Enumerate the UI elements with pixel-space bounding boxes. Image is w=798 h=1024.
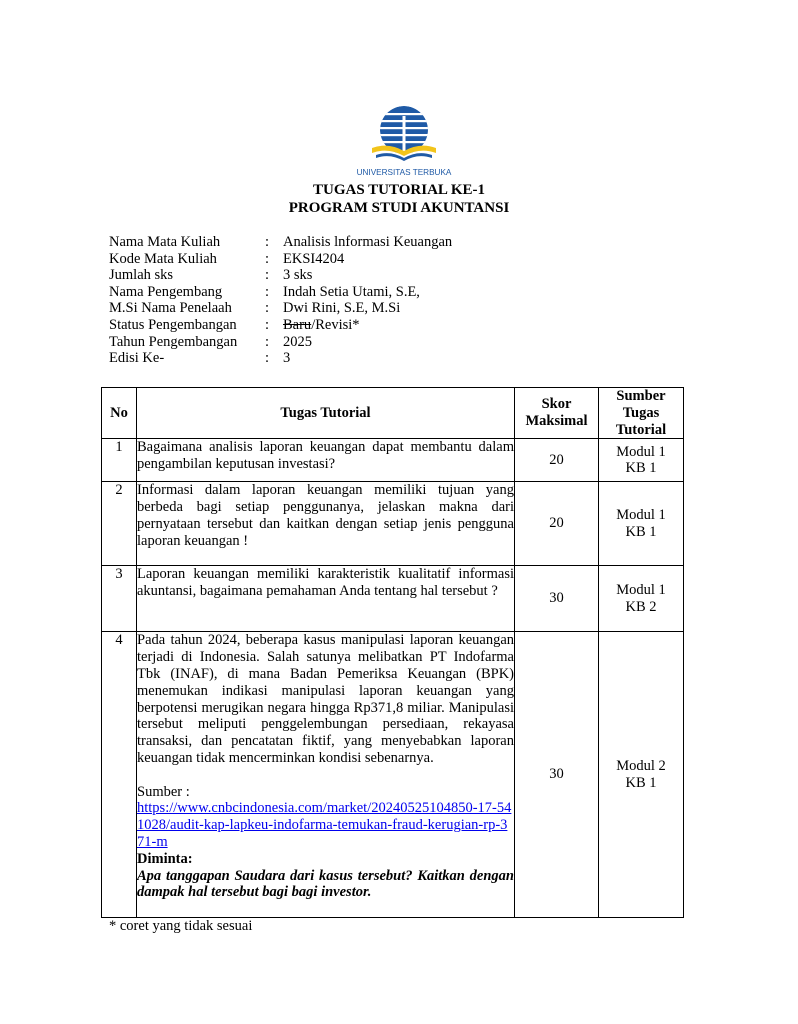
table-row: 1 Bagaimana analisis laporan keuangan dapat membantu dalam pengambilan keputusan investasi? 20 Modul 1 KB 1 xyxy=(102,439,684,482)
footnote: * coret yang tidak sesuai xyxy=(109,918,253,934)
svg-text:UNIVERSITAS TERBUKA: UNIVERSITAS TERBUKA xyxy=(356,168,452,177)
header-source: Sumber Tugas Tutorial xyxy=(599,388,684,439)
table-row: 4 Pada tahun 2024, beberapa kasus manipulasi laporan keuangan terjadi di Indonesia. Salah satunya melibatkan PT Indofarma Tbk (INAF), di mana Badan Pemeriksa Keuangan (BPK) menemukan indikasi manipulasi laporan keuangan yang berpotensi merugikan negara hingga Rp371,8 miliar. Manipulasi tersebut meliputi penggelembungan persediaan, rekayasa transaksi, dan pencatatan fiktif, yang menyebabkan laporan keuangan tidak mencerminkan kondisi sebenarnya. Sumber : https://www.cnbcindonesia.com/market/20240525104850-17-541028/audit-kap-lapkeu-indofarma-temukan-fraud-kerugian-rp-371-m Diminta: Apa tanggapan Saudara dari kasus tersebut? Kaitkan dengan dampak hal tersebut bagi bagi investor. 30 Modul 2 KB 1 xyxy=(102,632,684,918)
info-row-course-name: Nama Mata Kuliah : Analisis lnformasi Keuangan xyxy=(109,234,453,250)
info-row-course-code: Kode Mata Kuliah : EKSI4204 xyxy=(109,250,345,267)
diminta-label: Diminta: xyxy=(137,850,193,867)
info-row-edition: Edisi Ke- : 3 xyxy=(109,350,291,367)
header-no: No xyxy=(102,388,137,439)
header-skor: Skor Maksimal xyxy=(515,388,599,439)
info-row-developer: Nama Pengembang : Indah Setia Utami, S.E, xyxy=(109,283,420,300)
universitas-terbuka-emblem-icon xyxy=(356,104,452,180)
info-row-credits: Jumlah sks : 3 sks xyxy=(109,267,313,284)
university-logo xyxy=(356,104,452,180)
case-description: Pada tahun 2024, beberapa kasus manipulasi laporan keuangan terjadi di Indonesia. Salah satunya melibatkan PT Indofarma Tbk (INAF), di mana Badan Pemeriksa Keuangan (BPK) menemukan indikasi manipulasi laporan keuangan yang berpotensi merugikan negara hingga Rp371,8 miliar. Manipulasi tersebut meliputi penggelembungan persediaan, rekayasa transaksi, dan pencatatan fiktif, yang menyebabkan laporan keuangan tidak mencerminkan kondisi sebenarnya. xyxy=(137,632,514,766)
program-title: PROGRAM STUDI AKUNTANSI xyxy=(288,200,510,216)
source-label: Sumber : xyxy=(137,783,190,800)
question-text: Apa tanggapan Saudara dari kasus tersebut? Kaitkan dengan dampak hal tersebut bagi bagi investor. xyxy=(137,867,514,901)
document-title: TUGAS TUTORIAL KE-1 xyxy=(313,182,485,198)
task-table xyxy=(101,387,684,918)
info-row-status: Status Pengembangan : Baru/Revisi* xyxy=(109,316,360,333)
info-row-year: Tahun Pengembangan : 2025 xyxy=(109,333,312,350)
info-row-reviewer: M.Si Nama Penelaah : Dwi Rini, S.E, M.Si xyxy=(109,300,401,317)
header-task: Tugas Tutorial xyxy=(137,388,515,439)
table-header-row xyxy=(102,388,684,439)
struck-status: Baru xyxy=(283,316,312,333)
source-link[interactable]: https://www.cnbcindonesia.com/market/20240525104850-17-541028/audit-kap-lapkeu-indofarma-temukan-fraud-kerugian-rp-371-m xyxy=(137,800,512,850)
course-info xyxy=(109,234,452,367)
table-row: 3 Laporan keuangan memiliki karakteristik kualitatif informasi akuntansi, bagaimana pemahaman Anda tentang hal tersebut ? 30 Modul 1 KB 2 xyxy=(102,566,684,632)
table-row: 2 Informasi dalam laporan keuangan memiliki tujuan yang berbeda bagi setiap penggunanya, jelaskan makna dari pernyataan tersebut dan kaitkan dengan setiap jenis pengguna laporan keuangan ! 20 Modul 1 KB 1 xyxy=(102,482,684,566)
